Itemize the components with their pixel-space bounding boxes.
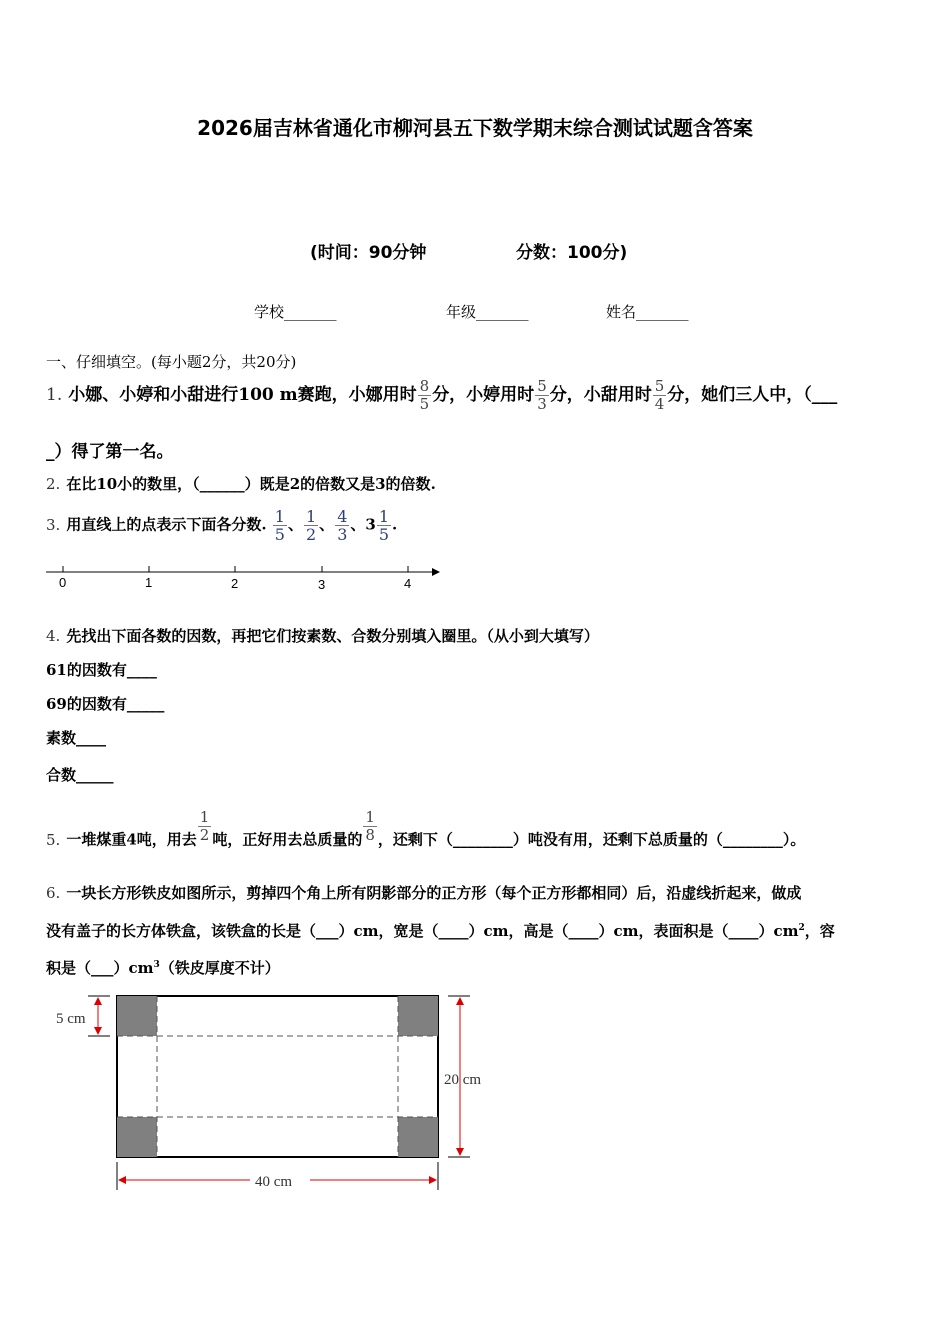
text: . xyxy=(392,515,398,534)
q-text: 小娜、小婷和小甜进行 xyxy=(68,385,239,405)
text: 、 xyxy=(350,515,366,534)
text: 4. xyxy=(46,627,61,645)
doc-title: 2026届吉林省通化市柳河县五下数学期末综合测试试题含答案 xyxy=(197,116,753,140)
tick-label: 0 xyxy=(59,575,67,590)
text: 6. xyxy=(46,884,61,902)
text: 3 xyxy=(537,395,547,413)
fraction xyxy=(418,378,432,413)
q-number: 1. xyxy=(46,385,63,405)
question-2 xyxy=(46,473,436,494)
tick-label: 2 xyxy=(231,576,239,591)
text: 用直线上的点表示下面各分数. xyxy=(66,515,267,534)
question-1-line2: _）得了第一名。 xyxy=(46,442,174,462)
dim-width-label: 40 cm xyxy=(255,1174,293,1190)
text: 5. xyxy=(46,830,61,849)
fraction xyxy=(377,508,391,543)
fraction xyxy=(304,508,318,543)
text: 5 xyxy=(654,377,665,395)
text: 吨，正好用去总质量的 xyxy=(212,830,363,849)
q-text: 分，她们三人中，（___ xyxy=(667,385,838,405)
question-6-line3 xyxy=(46,957,280,978)
text: 3 xyxy=(365,515,376,534)
fraction xyxy=(363,809,377,844)
dim-height-label: 20 cm xyxy=(444,1072,482,1088)
corner-square xyxy=(398,996,438,1036)
score-label: 分数：100分) xyxy=(516,243,628,263)
number-line xyxy=(40,560,450,596)
text: 、 xyxy=(287,515,303,534)
text: 1 xyxy=(199,808,210,826)
text: 在比10小的数里，（______）既是2的倍数又是3的倍数. xyxy=(66,475,436,493)
sheet-diagram xyxy=(50,990,510,1195)
text: 5 xyxy=(537,377,547,395)
fraction xyxy=(335,508,349,543)
question-5 xyxy=(46,808,806,858)
text: 4 xyxy=(337,507,348,526)
text: 积是（___）cm xyxy=(46,959,154,977)
text: 2. xyxy=(46,475,61,493)
text: 8 xyxy=(365,826,375,844)
text: 没有盖子的长方体铁盒，该铁盒的长是（___）cm，宽是（____）cm，高是（____）cm，表面积是（____）cm xyxy=(46,922,799,940)
text: 2 xyxy=(305,525,317,544)
tick-label: 4 xyxy=(404,576,412,591)
text: 、 xyxy=(319,515,335,534)
text: 1 xyxy=(274,507,285,526)
text: ，还剩下（________）吨没有用，还剩下总质量的（________）。 xyxy=(377,830,806,849)
fraction xyxy=(535,378,549,413)
tick-label: 3 xyxy=(318,577,326,592)
q4-line-61: 61的因数有____ xyxy=(46,661,157,679)
text: 1 xyxy=(365,808,375,826)
text: ，容 xyxy=(804,922,835,940)
q-text: 分，小婷用时 xyxy=(432,385,535,405)
fraction xyxy=(653,378,667,413)
text: （铁皮厚度不计） xyxy=(159,959,280,977)
q4-primes: 素数____ xyxy=(46,729,107,747)
question-4 xyxy=(46,625,599,646)
corner-square xyxy=(117,1117,157,1157)
text: 1 xyxy=(378,507,390,526)
fraction xyxy=(273,508,287,543)
q-text: 100 m xyxy=(238,385,298,405)
text: 1 xyxy=(305,507,317,526)
text: 先找出下面各数的因数，再把它们按素数、合数分别填入圈里。（从小到大填写） xyxy=(66,627,599,645)
q4-line-69: 69的因数有_____ xyxy=(46,695,165,713)
name-field: 姓名_______ xyxy=(606,303,689,321)
text: 5 xyxy=(419,395,430,413)
text: 2 xyxy=(199,826,210,844)
text: 一堆煤重4吨，用去 xyxy=(66,830,197,849)
q-text: 分，小甜用时 xyxy=(549,385,652,405)
text: 4 xyxy=(654,395,665,413)
text: 3 xyxy=(153,960,160,970)
school-field: 学校_______ xyxy=(254,303,337,321)
tick-label: 1 xyxy=(145,575,153,590)
text: 5 xyxy=(274,525,285,544)
q-text: 赛跑，小娜用时 xyxy=(297,385,417,405)
dim-side-label: 5 cm xyxy=(56,1011,86,1027)
text: 3. xyxy=(46,515,61,534)
time-label: (时间：90分钟 xyxy=(310,243,427,263)
fraction xyxy=(198,809,212,844)
text: 3 xyxy=(337,525,348,544)
corner-square xyxy=(398,1117,438,1157)
text: 8 xyxy=(419,377,430,395)
question-6-line2 xyxy=(46,920,835,941)
corner-square xyxy=(117,996,157,1036)
text: 2 xyxy=(798,923,805,933)
question-1 xyxy=(46,378,837,413)
section-heading: 一、仔细填空。(每小题2分，共20分) xyxy=(46,353,297,371)
q4-composites: 合数_____ xyxy=(46,766,114,784)
text: 5 xyxy=(378,525,390,544)
question-6 xyxy=(46,882,801,903)
grade-field: 年级_______ xyxy=(446,303,529,321)
text: 一块长方形铁皮如图所示，剪掉四个角上所有阴影部分的正方形（每个正方形都相同）后，沿虚线折起来，做成 xyxy=(66,884,802,902)
question-3 xyxy=(46,508,397,543)
